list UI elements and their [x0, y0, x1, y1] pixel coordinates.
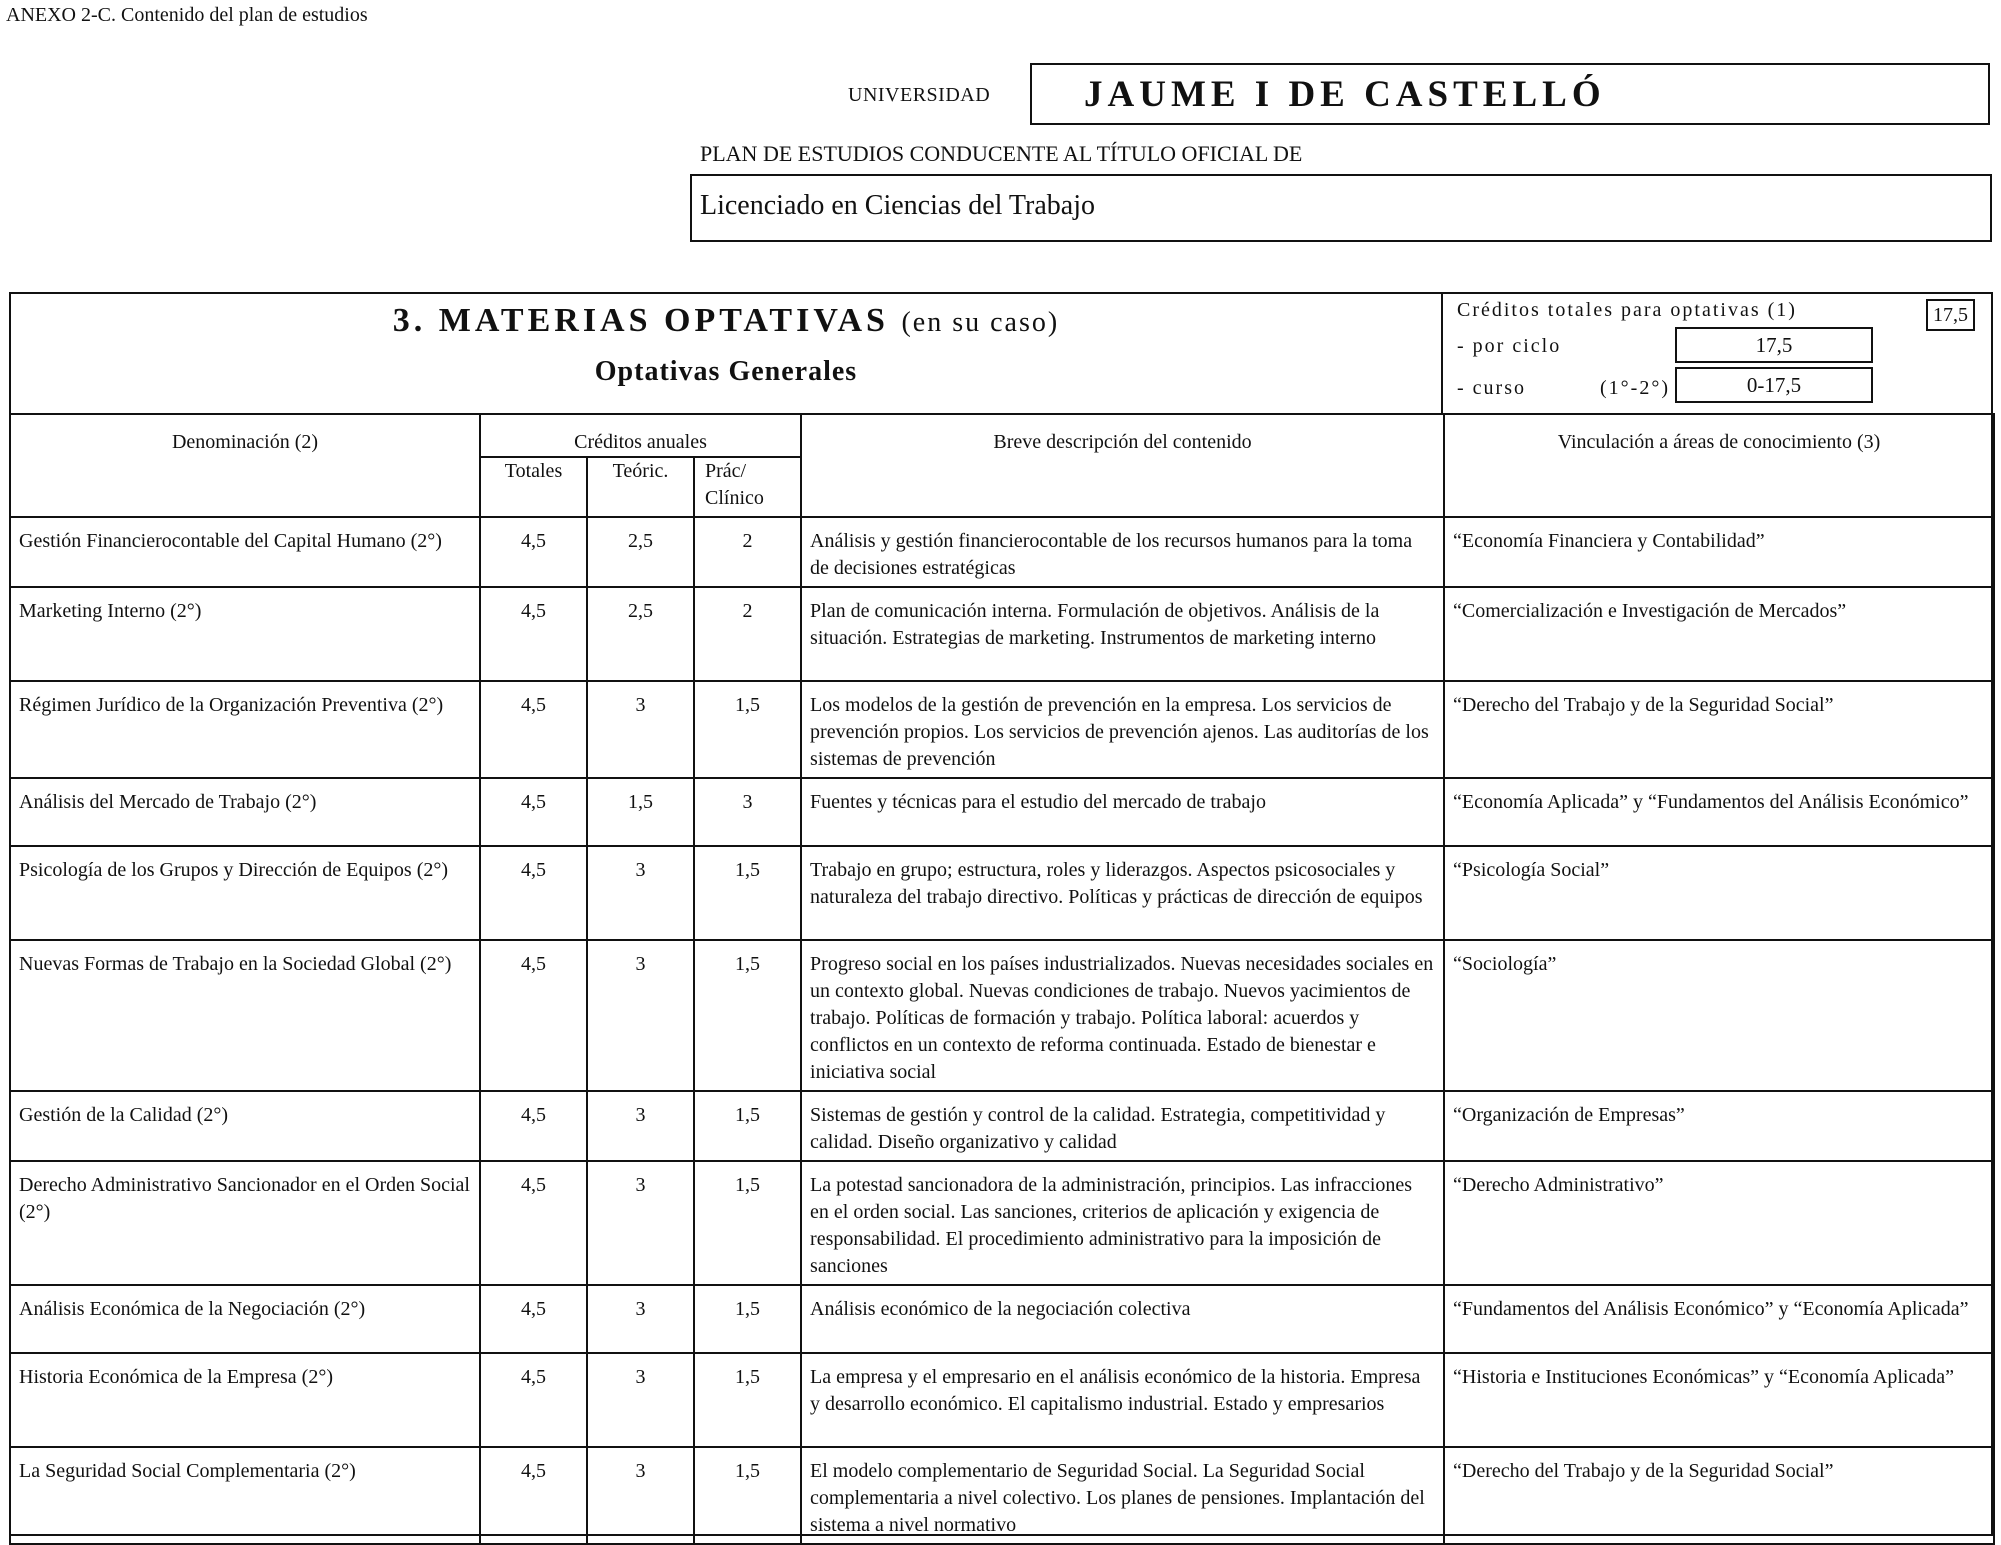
table-row	[10, 940, 1994, 1091]
table-row	[10, 846, 1994, 940]
credits-total: 4,5	[480, 517, 587, 587]
subject-name: Nuevas Formas de Trabajo en la Sociedad Global (2°)	[10, 940, 480, 1091]
subject-description: Trabajo en grupo; estructura, roles y liderazgos. Aspectos psicosociales y naturaleza del trabajo directivo. Políticas y prácticas de dirección de equipos	[801, 846, 1444, 940]
knowledge-area: “Sociología”	[1444, 940, 1994, 1091]
plan-label: PLAN DE ESTUDIOS CONDUCENTE AL TÍTULO OFICIAL DE	[700, 141, 1303, 166]
col-creditos: Créditos anuales	[480, 414, 801, 457]
knowledge-area: “Derecho del Trabajo y de la Seguridad Social”	[1444, 681, 1994, 778]
credits-total-value: 17,5	[1926, 299, 1975, 331]
credits-theory: 3	[587, 846, 694, 940]
subject-name: Derecho Administrativo Sancionador en el Orden Social (2°)	[10, 1161, 480, 1285]
credits-practice: 1,5	[694, 681, 801, 778]
subject-description: La empresa y el empresario en el análisis económico de la historia. Empresa y desarrollo económico. El capitalismo industrial. Estado y empresarios	[801, 1353, 1444, 1447]
credits-total: 4,5	[480, 681, 587, 778]
subject-description: La potestad sancionadora de la administración, principios. Las infracciones en el orden social. Las sanciones, criterios de aplicación y exigencia de responsabilidad. El procedimiento administrativo para la imposición de sanciones	[801, 1161, 1444, 1285]
section-title-suffix: (en su caso)	[901, 307, 1060, 338]
section-subtitle: Optativas Generales	[594, 356, 858, 387]
subject-description: Análisis y gestión financierocontable de los recursos humanos para la toma de decisiones estratégicas	[801, 517, 1444, 587]
col-descripcion: Breve descripción del contenido	[801, 414, 1444, 517]
section-title	[11, 302, 1441, 340]
credits-practice: 1,5	[694, 1353, 801, 1447]
credits-practice: 1,5	[694, 1161, 801, 1285]
credits-theory: 3	[587, 1353, 694, 1447]
table-row	[10, 1091, 1994, 1161]
knowledge-area: “Historia e Instituciones Económicas” y “Economía Aplicada”	[1444, 1353, 1994, 1447]
col-vinculacion: Vinculación a áreas de conocimiento (3)	[1444, 414, 1994, 517]
table-row	[10, 681, 1994, 778]
subject-name: Gestión de la Calidad (2°)	[10, 1091, 480, 1161]
knowledge-area: “Comercialización e Investigación de Mercados”	[1444, 587, 1994, 681]
subject-description: Los modelos de la gestión de prevención en la empresa. Los servicios de prevención propios. Los servicios de prevención ajenos. Las auditorías de los sistemas de prevención	[801, 681, 1444, 778]
university-label: UNIVERSIDAD	[848, 84, 991, 106]
knowledge-area: “Organización de Empresas”	[1444, 1091, 1994, 1161]
subject-name: Análisis del Mercado de Trabajo (2°)	[10, 778, 480, 846]
table-row	[10, 1285, 1994, 1353]
credits-practice: 1,5	[694, 1285, 801, 1353]
subject-name: Régimen Jurídico de la Organización Preventiva (2°)	[10, 681, 480, 778]
university-name: JAUME I DE CASTELLÓ	[1030, 63, 1990, 125]
credits-total: 4,5	[480, 1353, 587, 1447]
credits-practice: 2	[694, 587, 801, 681]
credits-total-label: Créditos totales para optativas (1)	[1457, 299, 1797, 321]
table-row	[10, 1353, 1994, 1447]
section-title-text: 3. MATERIAS OPTATIVAS	[392, 302, 889, 339]
credits-practice: 3	[694, 778, 801, 846]
credits-total: 4,5	[480, 587, 587, 681]
subject-description: Análisis económico de la negociación colectiva	[801, 1285, 1444, 1353]
col-teoricos: Teóric.	[587, 457, 694, 517]
table-row	[10, 778, 1994, 846]
knowledge-area: “Economía Financiera y Contabilidad”	[1444, 517, 1994, 587]
credits-practice: 2	[694, 517, 801, 587]
subject-description: Plan de comunicación interna. Formulación de objetivos. Análisis de la situación. Estrategias de marketing. Instrumentos de marketing interno	[801, 587, 1444, 681]
credits-total: 4,5	[480, 940, 587, 1091]
credits-total: 4,5	[480, 846, 587, 940]
credits-ciclo-label: - por ciclo	[1457, 335, 1562, 357]
knowledge-area: “Derecho del Trabajo y de la Seguridad Social”	[1444, 1447, 1994, 1544]
credits-total: 4,5	[480, 1091, 587, 1161]
credits-total: 4,5	[480, 1285, 587, 1353]
credits-practice: 1,5	[694, 1447, 801, 1544]
subject-name: Análisis Económica de la Negociación (2°)	[10, 1285, 480, 1353]
subject-name: La Seguridad Social Complementaria (2°)	[10, 1447, 480, 1544]
credits-total: 4,5	[480, 1161, 587, 1285]
credits-theory: 3	[587, 1161, 694, 1285]
subjects-table-wrap	[9, 413, 1993, 1545]
credits-practice: 1,5	[694, 1091, 801, 1161]
credits-practice: 1,5	[694, 846, 801, 940]
credits-theory: 2,5	[587, 587, 694, 681]
credits-total: 4,5	[480, 778, 587, 846]
credits-theory: 3	[587, 681, 694, 778]
knowledge-area: “Derecho Administrativo”	[1444, 1161, 1994, 1285]
subject-name: Marketing Interno (2°)	[10, 587, 480, 681]
credits-total: 4,5	[480, 1447, 587, 1544]
knowledge-area: “Economía Aplicada” y “Fundamentos del Análisis Económico”	[1444, 778, 1994, 846]
credits-theory: 3	[587, 940, 694, 1091]
subject-description: Sistemas de gestión y control de la calidad. Estrategia, competitividad y calidad. Diseño organizativo y calidad	[801, 1091, 1444, 1161]
table-row	[10, 517, 1994, 587]
knowledge-area: “Fundamentos del Análisis Económico” y “Economía Aplicada”	[1444, 1285, 1994, 1353]
header-divider	[1441, 292, 1443, 415]
subject-name: Gestión Financierocontable del Capital Humano (2°)	[10, 517, 480, 587]
knowledge-area: “Psicología Social”	[1444, 846, 1994, 940]
credits-practice: 1,5	[694, 940, 801, 1091]
subject-description: Progreso social en los países industrializados. Nuevas necesidades sociales en un contexto global. Nuevas condiciones de trabajo. Nuevos yacimientos de trabajo. Políticas de formación y trabajo. Política laboral: acuerdos y conflictos en un contexto de reforma continuada. Estado de bienestar e iniciativa social	[801, 940, 1444, 1091]
annex-heading: ANEXO 2-C. Contenido del plan de estudios	[6, 4, 368, 26]
col-totales: Totales	[480, 457, 587, 517]
col-denominacion: Denominación (2)	[10, 414, 480, 517]
subject-description: Fuentes y técnicas para el estudio del mercado de trabajo	[801, 778, 1444, 846]
subject-description: El modelo complementario de Seguridad Social. La Seguridad Social complementaria a nivel colectivo. Los planes de pensiones. Implantación del sistema a nivel normativo	[801, 1447, 1444, 1544]
credits-curso-label: - curso	[1457, 377, 1526, 399]
subject-name: Historia Económica de la Empresa (2°)	[10, 1353, 480, 1447]
credits-theory: 3	[587, 1447, 694, 1544]
table-row	[10, 587, 1994, 681]
credits-theory: 3	[587, 1285, 694, 1353]
table-row	[10, 1161, 1994, 1285]
subject-name: Psicología de los Grupos y Dirección de Equipos (2°)	[10, 846, 480, 940]
degree-title: Licenciado en Ciencias del Trabajo	[690, 174, 1992, 242]
credits-curso-range: (1°-2°)	[1600, 377, 1670, 399]
table-header-row	[10, 414, 1994, 457]
col-practicos: Prác/ Clínico	[694, 457, 801, 517]
subjects-table	[9, 413, 1995, 1545]
credits-theory: 1,5	[587, 778, 694, 846]
credits-curso-value: 0-17,5	[1675, 367, 1873, 403]
table-row	[10, 1447, 1994, 1544]
credits-ciclo-value: 17,5	[1675, 327, 1873, 363]
credits-theory: 2,5	[587, 517, 694, 587]
credits-theory: 3	[587, 1091, 694, 1161]
